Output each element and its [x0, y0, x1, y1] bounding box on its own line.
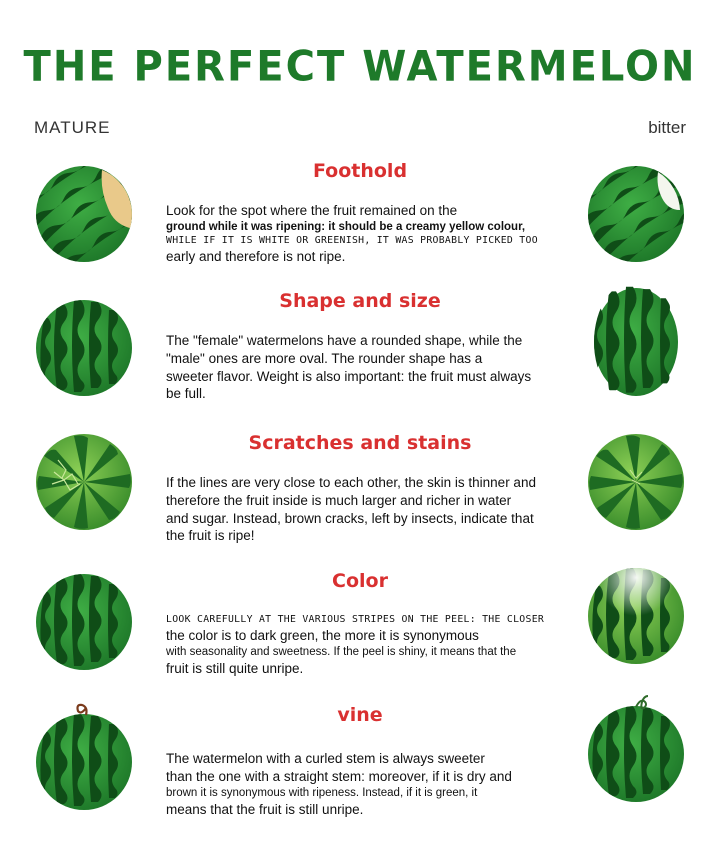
scratched-watermelon-icon [34, 432, 134, 532]
bitter-column-label: bitter [648, 118, 686, 137]
vine-heading: vine [337, 704, 383, 726]
round-watermelon-icon [34, 298, 134, 398]
watermelon-with-yellow-spot-icon [34, 164, 134, 264]
page-title: THE PERFECT WATERMELON [23, 42, 697, 92]
scratches-and-stains-heading: Scratches and stains [248, 432, 472, 454]
watermelon-with-pale-spot-icon [586, 164, 686, 264]
dark-green-watermelon-icon [34, 572, 134, 672]
curled-stem-watermelon-right-icon [586, 688, 686, 804]
color-heading: Color [332, 570, 388, 592]
vine-text: The watermelon with a curled stem is always sweeter than the one with a straight stem: moreover, if it is dry and brown it is synonymous with ripeness. Instead, if it is green, it means that the fruit is still unripe. [166, 751, 512, 817]
foothold-text: Look for the spot where the fruit remained on the ground while it was ripening: it should be a creamy yellow colour, WHILE IF IT IS WHITE OR GREENISH, IT WAS PROBABLY PICKED TOO early and therefore is not ripe. [166, 203, 538, 264]
shape-and-size-heading: Shape and size [279, 290, 441, 312]
foothold-heading: Foothold [312, 160, 408, 182]
mature-column-label: MATURE [34, 118, 111, 137]
shape-and-size-text: The "female" watermelons have a rounded shape, while the "male" ones are more oval. The rounder shape has a sweeter flavor. Weight is also important: the fruit must always be full. [166, 333, 532, 402]
color-text: LOOK CAREFULLY AT THE VARIOUS STRIPES ON THE PEEL: THE CLOSER the color is to dark green, the more it is synonymous with seasonality and sweetness. If the peel is shiny, it means that the fruit is still quite unripe. [166, 614, 545, 676]
shiny-watermelon-icon [586, 566, 686, 666]
lightly-scratched-watermelon-icon [586, 432, 686, 532]
scratches-and-stains-text: If the lines are very close to each other, the skin is thinner and therefore the fruit inside is much larger and richer in water and sugar. Instead, brown cracks, left by insects, indicate that the fruit is ripe! [166, 475, 536, 544]
curled-stem-watermelon-icon [34, 696, 134, 812]
oval-watermelon-icon [590, 286, 682, 398]
